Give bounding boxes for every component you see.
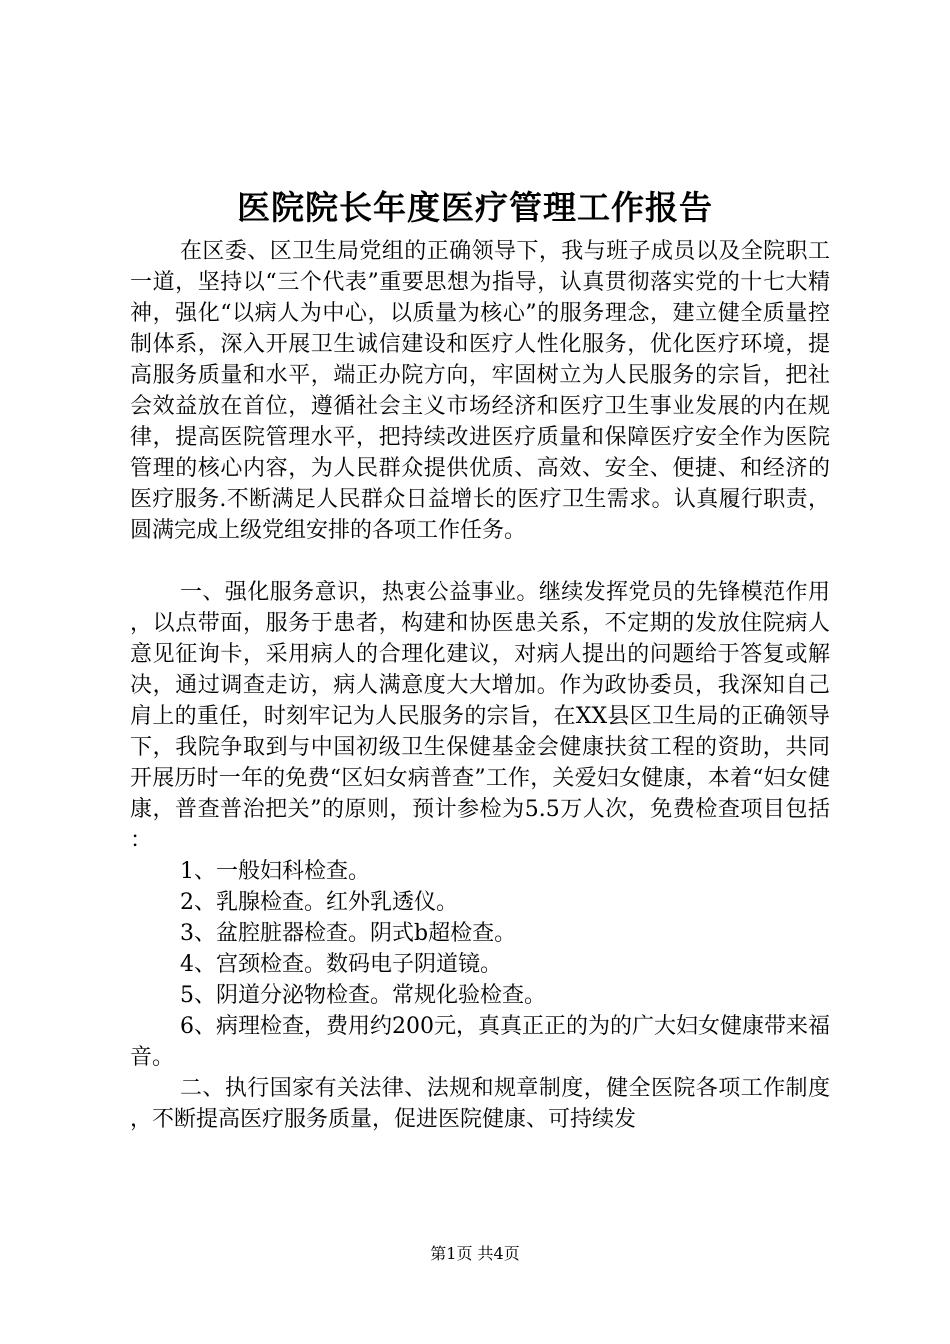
page-indicator: 第1页 共4页 [430,1244,520,1263]
exam-item-5: 5、阴道分泌物检查。常规化验检查。 [180,983,546,1008]
intro-paragraph: 在区委、区卫生局党组的正确领导下，我与班子成员以及全院职工一道，坚持以“三个代表”重要思想为指导，认真贯彻落实党的十七大精神，强化“以病人为中心，以质量为核心”的服务理念，建立健全质量控制体系，深入开展卫生诚信建设和医疗人性化服务，优化医疗环境，提高服务质量和水平，端正办院方向，牢固树立为人民服务的宗旨，把社会效益放在首位，遵循社会主义市场经济和医疗卫生事业发展的内在规律，提高医院管理水平，把持续改进医疗质量和保障医疗安全作为医院管理的核心内容，为人民群众提供优质、高效、安全、便捷、和经济的医疗服务.不断满足人民群众日益增长的医疗卫生需求。认真履行职责，圆满完成上级党组安排的各项工作任务。 [130,239,830,543]
exam-item-1: 1、一般妇科检查。 [180,859,370,884]
section-one-paragraph: 一、强化服务意识，热衷公益事业。继续发挥党员的先锋模范作用，以点带面，服务于患者，构建和协医患关系，不定期的发放住院病人意见征询卡，采用病人的合理化建议，对病人提出的问题给于答复或解决，通过调查走访，病人满意度大大增加。作为政协委员，我深知自己肩上的重任，时刻牢记为人民服务的宗旨，在XX县区卫生局的正确领导下，我院争取到与中国初级卫生保健基金会健康扶贫工程的资助，共同开展历时一年的免费“区妇女病普查”工作，关爱妇女健康，本着“妇女健康，普查普治把关”的原则，预计参检为5.5万人次，免费检查项目包括： [130,580,830,853]
exam-item-6: 6、病理检查，费用约200元，真真正正的为的广大妇女健康带来福音。 [130,1014,830,1070]
exam-item-2: 2、乳腺检查。红外乳透仪。 [180,890,458,915]
document-title: 医院院长年度医疗管理工作报告 [237,188,713,227]
section-two-paragraph: 二、执行国家有关法律、法规和规章制度，健全医院各项工作制度，不断提高医疗服务质量，促进医院健康、可持续发 [130,1076,830,1132]
exam-item-3: 3、盆腔脏器检查。阴式b超检查。 [180,921,517,946]
exam-item-4: 4、宫颈检查。数码电子阴道镜。 [180,952,502,977]
document-body [130,236,830,1135]
